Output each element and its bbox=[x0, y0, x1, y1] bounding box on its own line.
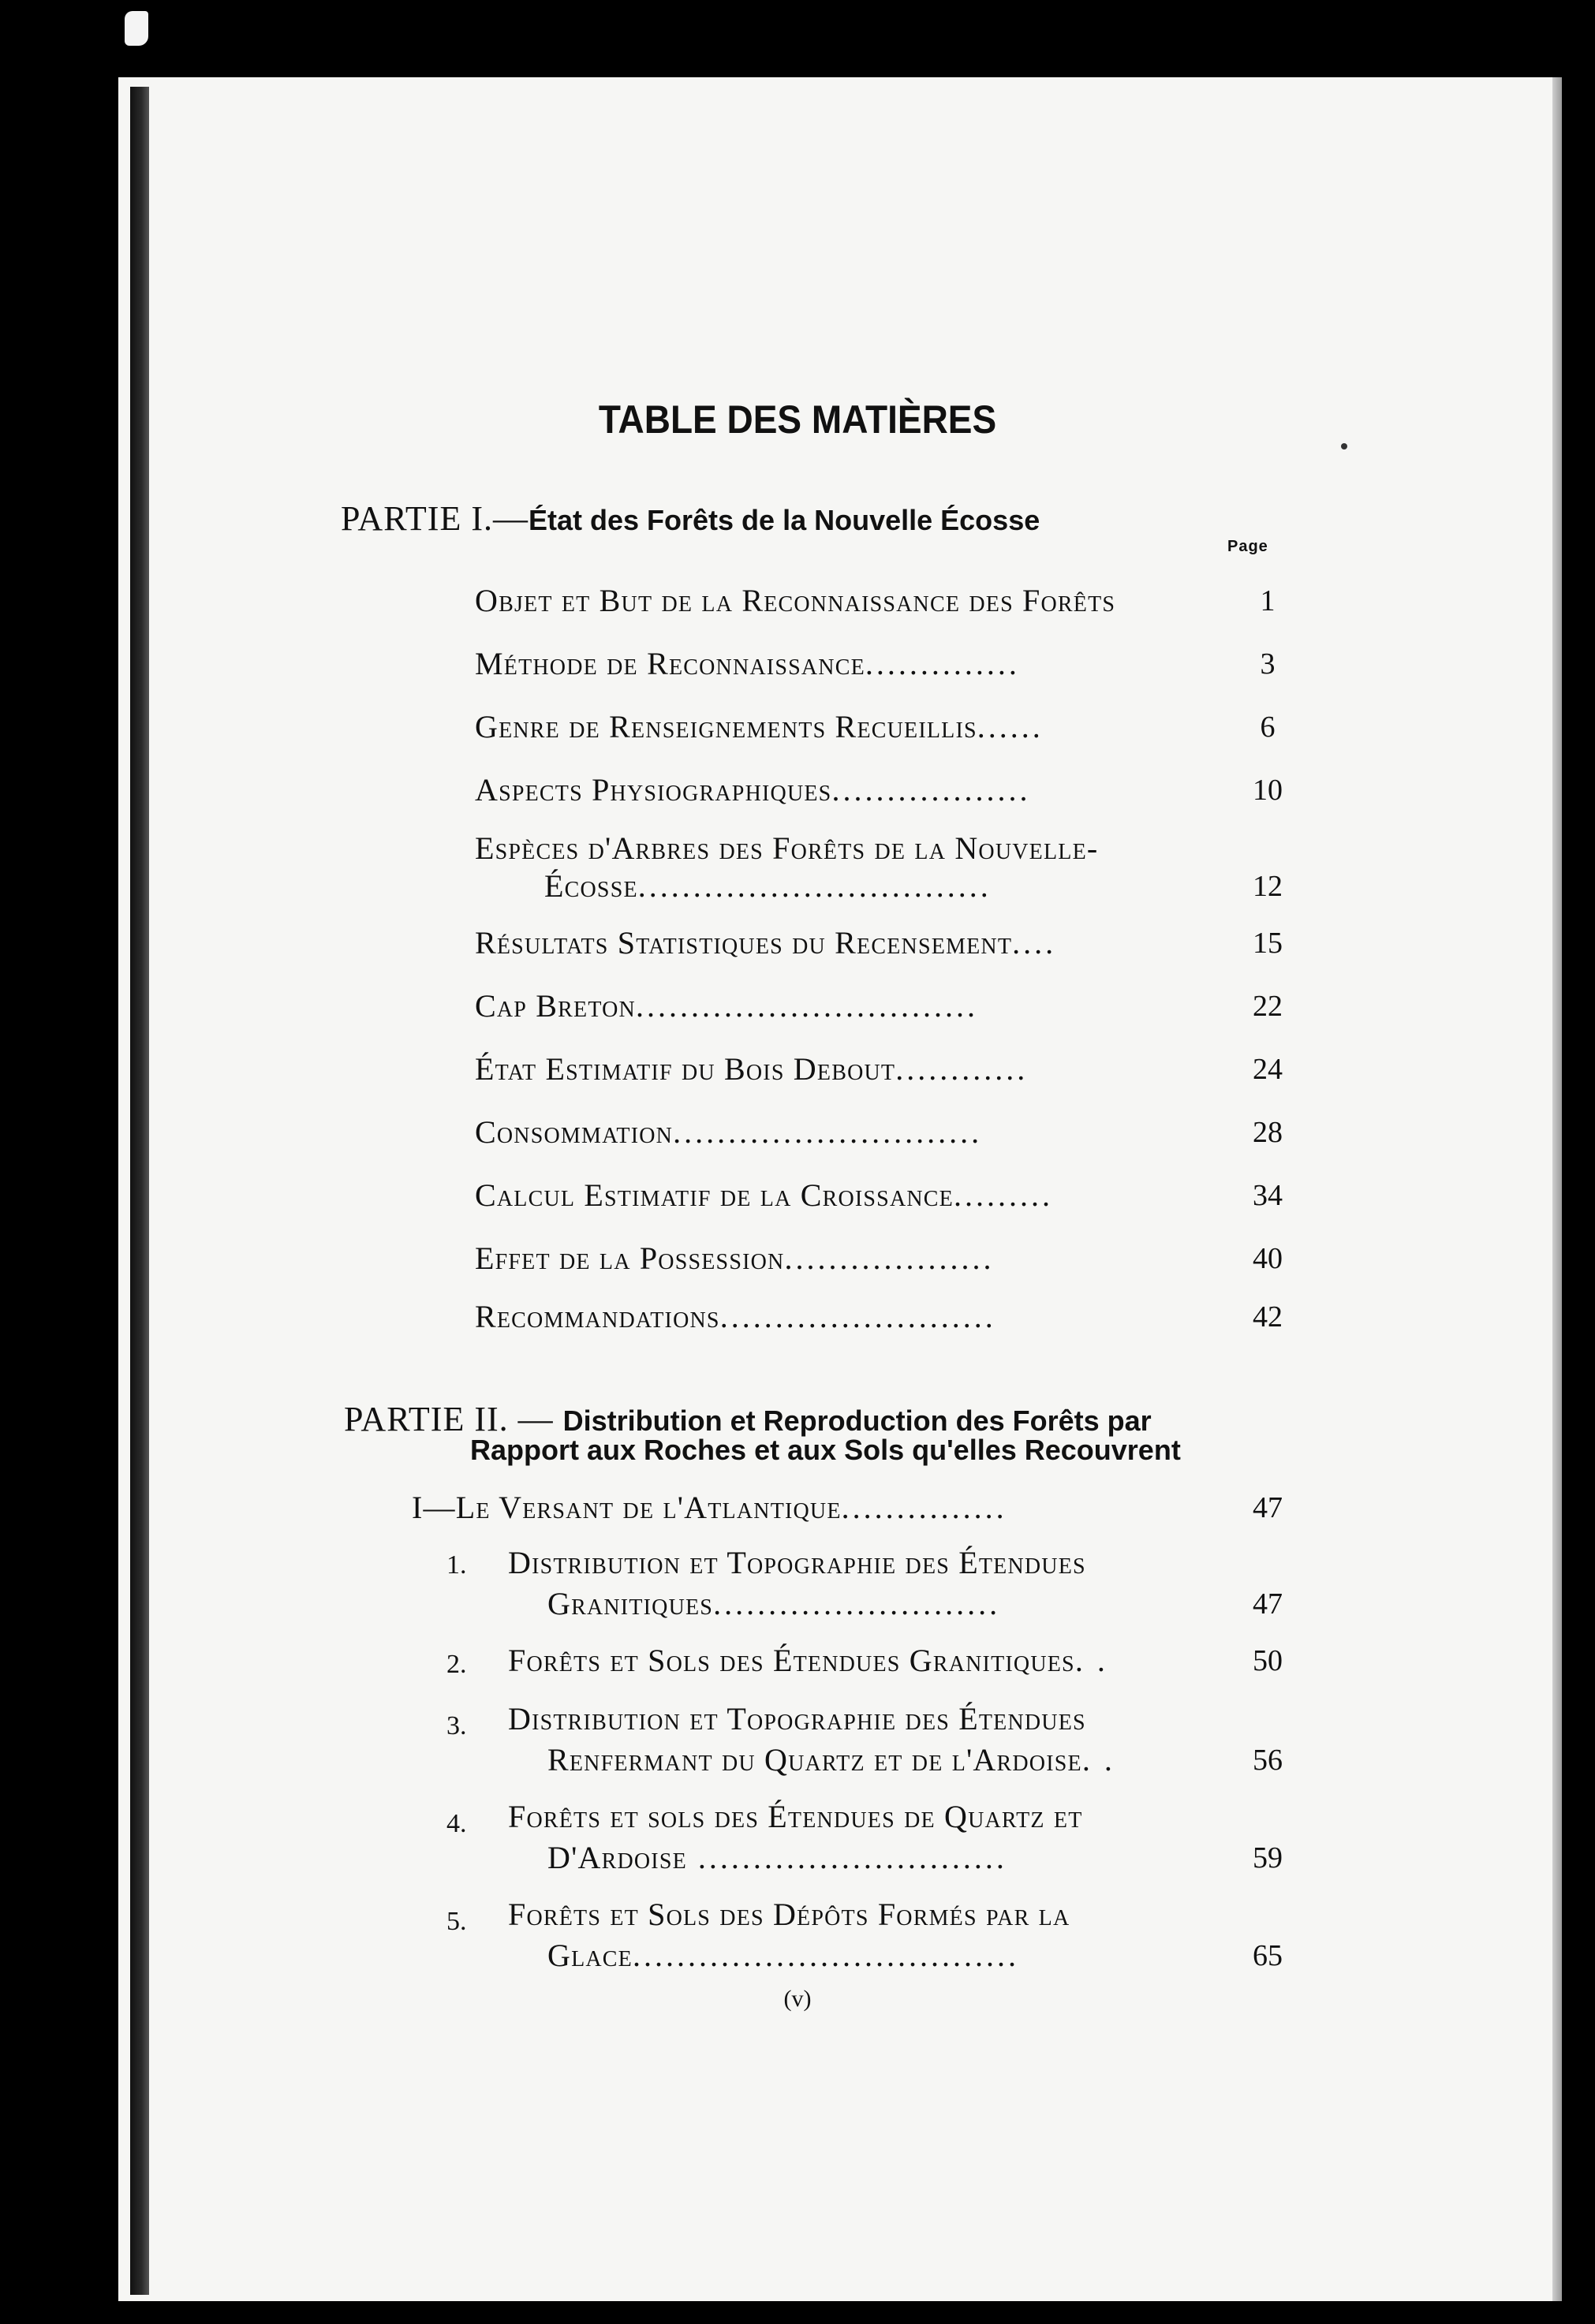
dot-leader: ............ bbox=[895, 1051, 1029, 1087]
toc-page-number: 10 bbox=[1253, 774, 1283, 807]
toc-entry[interactable] bbox=[475, 1240, 994, 1277]
part1-label: PARTIE I.— bbox=[341, 499, 529, 538]
part2-subtitle-line2: Rapport aux Roches et aux Sols qu'elles Recouvrent bbox=[470, 1434, 1181, 1466]
toc-entry[interactable] bbox=[475, 1298, 996, 1335]
toc-entry-title: Objet et But de la Reconnaissance des Forêts bbox=[475, 583, 1116, 618]
toc-entry-continuation[interactable] bbox=[547, 1839, 1007, 1876]
toc-page-number: 65 bbox=[1253, 1939, 1283, 1972]
toc-entry-title: Distribution et Topographie des Étendues bbox=[508, 1701, 1086, 1736]
toc-entry[interactable] bbox=[475, 1177, 1053, 1214]
item-index: 3. bbox=[446, 1711, 467, 1740]
toc-entry[interactable] bbox=[475, 830, 1098, 867]
part2-subtitle: Distribution et Reproduction des Forêts par bbox=[562, 1404, 1152, 1437]
toc-entry-title: Espèces d'Arbres des Forêts de la Nouvelle- bbox=[475, 830, 1099, 866]
toc-entry-title: Résultats Statistiques du Recensement bbox=[475, 925, 1013, 961]
toc-entry-continuation[interactable] bbox=[547, 1741, 1115, 1778]
toc-entry-continuation[interactable] bbox=[547, 1585, 1000, 1622]
toc-page-number: 56 bbox=[1253, 1744, 1283, 1777]
dot-leader: .... bbox=[1012, 925, 1057, 961]
toc-entry[interactable] bbox=[508, 1896, 1070, 1933]
dot-leader: . . bbox=[1081, 1742, 1115, 1778]
dot-leader: . . bbox=[1074, 1643, 1108, 1678]
scan-corner-mark bbox=[125, 11, 148, 46]
part1-subtitle: État des Forêts de la Nouvelle Écosse bbox=[528, 504, 1040, 536]
dot-leader: .......................... bbox=[713, 1586, 1001, 1621]
toc-page-number: 40 bbox=[1253, 1242, 1283, 1275]
toc-entry[interactable] bbox=[475, 708, 1044, 745]
dot-leader: ......................... bbox=[719, 1299, 996, 1334]
toc-page-number: 3 bbox=[1260, 647, 1276, 681]
toc-entry-title: Recommandations bbox=[475, 1299, 720, 1334]
toc-entry[interactable] bbox=[508, 1642, 1108, 1679]
dot-leader: .................. bbox=[831, 772, 1031, 808]
item-index: 2. bbox=[446, 1650, 467, 1679]
toc-entry-title: Forêts et Sols des Étendues Granitiques bbox=[508, 1643, 1075, 1678]
toc-page-number: 42 bbox=[1253, 1300, 1283, 1334]
toc-entry-title: Calcul Estimatif de la Croissance bbox=[475, 1177, 954, 1213]
toc-entry[interactable] bbox=[508, 1798, 1083, 1835]
dot-leader: ............................... bbox=[635, 988, 978, 1024]
toc-entry-title: Aspects Physiographiques bbox=[475, 772, 832, 808]
item-index: 4. bbox=[446, 1809, 467, 1838]
toc-entry-title: Forêts et Sols des Dépôts Formés par la bbox=[508, 1897, 1070, 1932]
toc-entry-title: Distribution et Topographie des Étendues bbox=[508, 1545, 1086, 1580]
toc-entry[interactable] bbox=[475, 924, 1056, 961]
dot-leader: ............................ bbox=[686, 1840, 1007, 1875]
toc-page-number: 12 bbox=[1253, 870, 1283, 903]
toc-entry-title-line2: Granitiques bbox=[547, 1586, 714, 1621]
dot-leader: ......... bbox=[953, 1177, 1053, 1213]
toc-entry[interactable] bbox=[475, 771, 1030, 808]
dot-leader: ...... bbox=[977, 709, 1044, 744]
toc-entry-title-line2: Renfermant du Quartz et de l'Ardoise bbox=[547, 1742, 1082, 1778]
item-index: 5. bbox=[446, 1907, 467, 1936]
toc-entry-title: Consommation bbox=[475, 1114, 674, 1150]
toc-page-number: 15 bbox=[1253, 927, 1283, 960]
toc-page-number: 22 bbox=[1253, 990, 1283, 1023]
toc-entry[interactable] bbox=[508, 1544, 1086, 1581]
part2-label: PARTIE II. — bbox=[344, 1400, 563, 1438]
page-right-edge bbox=[1552, 77, 1562, 2301]
toc-entry-continuation[interactable] bbox=[547, 1937, 1019, 1974]
toc-entry-continuation[interactable] bbox=[544, 867, 992, 905]
toc-entry-title: Effet de la Possession bbox=[475, 1240, 785, 1276]
toc-entry-title: État Estimatif du Bois Debout bbox=[475, 1051, 896, 1087]
toc-page-number: 6 bbox=[1260, 711, 1276, 744]
page-number-footer: (v) bbox=[783, 1986, 812, 2012]
toc-entry-title: Genre de Renseignements Recueillis bbox=[475, 709, 977, 744]
toc-page-number: 47 bbox=[1253, 1491, 1283, 1524]
dot-leader: ............................ bbox=[673, 1114, 983, 1150]
toc-entry[interactable] bbox=[475, 1050, 1028, 1087]
dust-speck bbox=[1341, 443, 1347, 450]
toc-entry[interactable] bbox=[475, 1114, 982, 1151]
toc-entry-title-line2: Glace bbox=[547, 1938, 633, 1973]
dot-leader: ................................ bbox=[637, 868, 992, 904]
toc-page-number: 24 bbox=[1253, 1053, 1283, 1086]
item-index: 1. bbox=[446, 1550, 467, 1580]
page-title: TABLE DES MATIÈRES bbox=[598, 397, 997, 442]
toc-entry[interactable] bbox=[508, 1700, 1086, 1737]
toc-page-number: 47 bbox=[1253, 1587, 1283, 1621]
toc-entry-title: Méthode de Reconnaissance bbox=[475, 646, 865, 681]
dot-leader: ............... bbox=[841, 1490, 1007, 1525]
toc-page-number: 34 bbox=[1253, 1179, 1283, 1212]
toc-entry-title: Cap Breton bbox=[475, 988, 636, 1024]
toc-entry[interactable] bbox=[475, 582, 1115, 619]
part1-heading bbox=[341, 498, 1040, 539]
toc-entry[interactable] bbox=[475, 987, 978, 1024]
dot-leader: ................... bbox=[784, 1240, 995, 1276]
toc-section-entry[interactable] bbox=[412, 1489, 1007, 1526]
toc-entry-title-line2: Écosse bbox=[544, 868, 638, 904]
page-column-header: Page bbox=[1227, 538, 1268, 555]
toc-page-number: 1 bbox=[1260, 584, 1276, 617]
dot-leader: .............. bbox=[865, 646, 1020, 681]
toc-page-number: 50 bbox=[1253, 1644, 1283, 1677]
dot-leader: ................................... bbox=[633, 1938, 1019, 1973]
toc-page-number: 59 bbox=[1253, 1841, 1283, 1874]
toc-entry[interactable] bbox=[475, 645, 1020, 682]
toc-entry-title: Forêts et sols des Étendues de Quartz et bbox=[508, 1799, 1083, 1834]
toc-page-number: 28 bbox=[1253, 1116, 1283, 1149]
toc-entry-title-line2: D'Ardoise bbox=[547, 1840, 687, 1875]
toc-section-title: I—Le Versant de l'Atlantique bbox=[412, 1490, 842, 1525]
